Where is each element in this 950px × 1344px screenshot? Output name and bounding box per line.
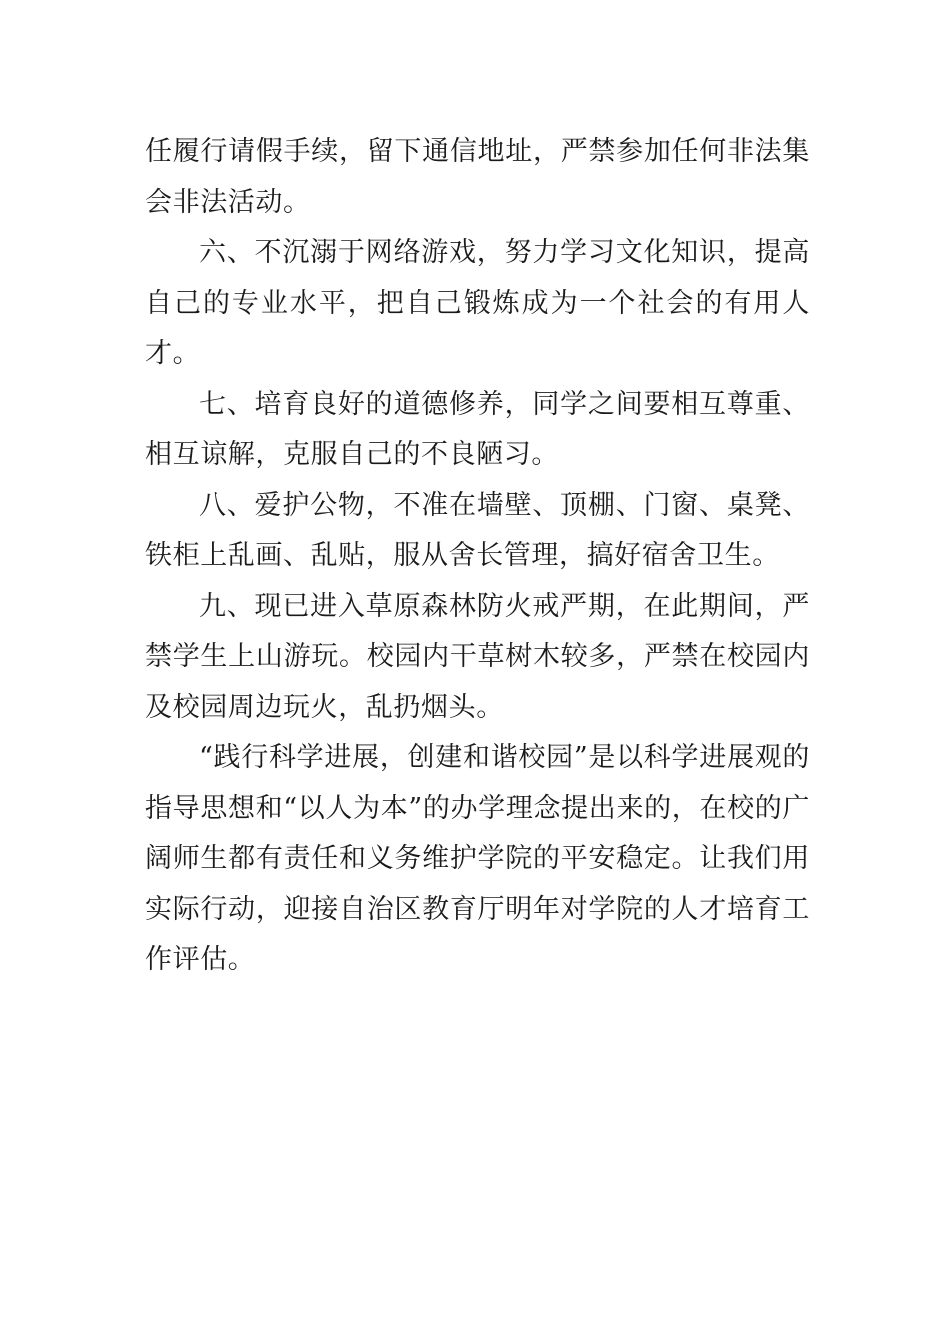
paragraph-item-six: 六、不沉溺于网络游戏，努力学习文化知识，提高自己的专业水平，把自己锻炼成为一个社会的有用人才。: [145, 237, 810, 369]
paragraph-conclusion: “践行科学进展，创建和谐校园”是以科学进展观的指导思想和“以人为本”的办学理念提出来的，在校的广阔师生都有责任和义务维护学院的平安稳定。让我们用实际行动，迎接自治区教育厅明年对学院的人才培育工作评估。: [145, 742, 810, 975]
paragraph-item-nine: 九、现已进入草原森林防火戒严期，在此期间，严禁学生上山游玩。校园内干草树木较多，严禁在校园内及校园周边玩火，乱扔烟头。: [145, 590, 810, 723]
paragraph-continuation: 任履行请假手续，留下通信地址，严禁参加任何非法集会非法活动。: [145, 136, 810, 218]
paragraph-item-seven: 七、培育良好的道德修养，同学之间要相互尊重、相互谅解，克服自己的不良陋习。: [145, 388, 810, 470]
document-body: [145, 127, 810, 986]
paragraph-item-eight: 八、爱护公物，不准在墙壁、顶棚、门窗、桌凳、铁柜上乱画、乱贴，服从舍长管理，搞好宿舍卫生。: [145, 489, 810, 571]
